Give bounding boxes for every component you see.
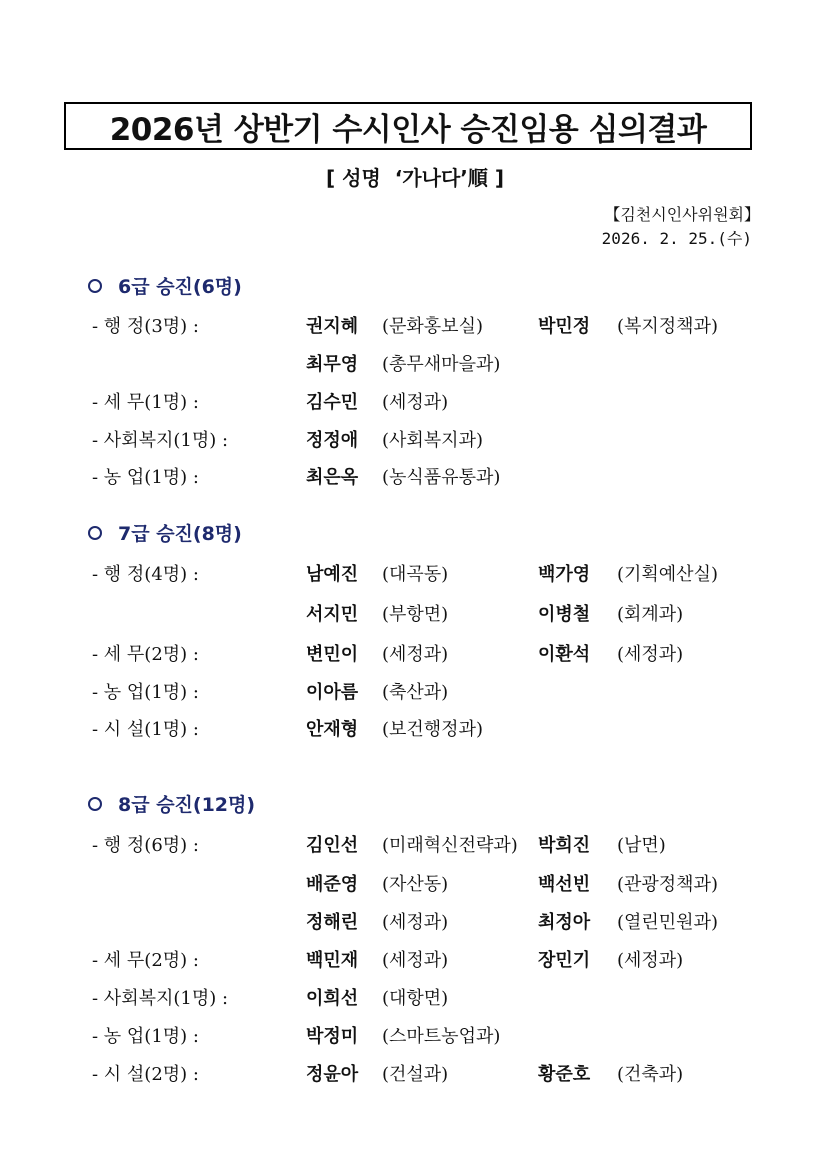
section-heading bbox=[88, 519, 242, 546]
promoted-name: 이환석 bbox=[538, 644, 591, 665]
promoted-name: 이병철 bbox=[538, 604, 591, 625]
promoted-name: 정정애 bbox=[306, 430, 359, 451]
job-category: - 농 업(1명) : bbox=[92, 682, 199, 703]
department: (미래혁신전략과) bbox=[382, 835, 518, 856]
promoted-name: 백선빈 bbox=[538, 874, 591, 895]
department: (세정과) bbox=[617, 950, 684, 971]
promoted-name: 박희진 bbox=[538, 835, 591, 856]
title-box bbox=[64, 102, 752, 150]
promoted-name: 김인선 bbox=[306, 835, 359, 856]
job-category: - 세 무(1명) : bbox=[92, 392, 199, 413]
promoted-name: 최무영 bbox=[306, 354, 359, 375]
department: (대곡동) bbox=[382, 564, 449, 585]
promoted-name: 최정아 bbox=[538, 912, 591, 933]
job-category: - 행 정(4명) : bbox=[92, 564, 199, 585]
circle-bullet-icon bbox=[88, 797, 102, 811]
job-category: - 시 설(1명) : bbox=[92, 719, 199, 740]
job-category: - 행 정(6명) : bbox=[92, 835, 199, 856]
document-title: 2026년 상반기 수시인사 승진임용 심의결과 bbox=[109, 111, 707, 148]
department: (열린민원과) bbox=[617, 912, 718, 933]
promoted-name: 정해린 bbox=[306, 912, 359, 933]
job-category: - 세 무(2명) : bbox=[92, 950, 199, 971]
department: (농식품유통과) bbox=[382, 467, 501, 488]
department: (세정과) bbox=[617, 644, 684, 665]
promoted-name: 박정미 bbox=[306, 1026, 359, 1047]
promoted-name: 안재형 bbox=[306, 719, 359, 740]
promoted-name: 최은옥 bbox=[306, 467, 359, 488]
promoted-name: 백가영 bbox=[538, 564, 591, 585]
job-category: - 사회복지(1명) : bbox=[92, 430, 229, 451]
department: (보건행정과) bbox=[382, 719, 483, 740]
section-heading-text: 7급 승진(8명) bbox=[118, 523, 242, 545]
section-heading bbox=[88, 790, 255, 817]
department: (문화홍보실) bbox=[382, 316, 483, 337]
circle-bullet-icon bbox=[88, 526, 102, 540]
promoted-name: 권지혜 bbox=[306, 316, 359, 337]
department: (건설과) bbox=[382, 1064, 449, 1085]
promoted-name: 서지민 bbox=[306, 604, 359, 625]
department: (스마트농업과) bbox=[382, 1026, 501, 1047]
department: (남면) bbox=[617, 835, 666, 856]
sort-order-note: [ 성명 ‘가나다’順 ] bbox=[326, 166, 504, 190]
promoted-name: 변민이 bbox=[306, 644, 359, 665]
department: (관광정책과) bbox=[617, 874, 718, 895]
job-category: - 농 업(1명) : bbox=[92, 1026, 199, 1047]
department: (회계과) bbox=[617, 604, 684, 625]
circle-bullet-icon bbox=[88, 279, 102, 293]
job-category: - 사회복지(1명) : bbox=[92, 988, 229, 1009]
promoted-name: 김수민 bbox=[306, 392, 359, 413]
organization-label: 【김천시인사위원회】 bbox=[604, 205, 760, 224]
job-category: - 행 정(3명) : bbox=[92, 316, 199, 337]
section-heading-text: 6급 승진(6명) bbox=[118, 276, 242, 298]
department: (축산과) bbox=[382, 682, 449, 703]
section-heading-text: 8급 승진(12명) bbox=[118, 794, 256, 816]
promoted-name: 박민정 bbox=[538, 316, 591, 337]
department: (자산동) bbox=[382, 874, 449, 895]
promoted-name: 장민기 bbox=[538, 950, 591, 971]
promoted-name: 정윤아 bbox=[306, 1064, 359, 1085]
section-heading bbox=[88, 272, 242, 299]
department: (사회복지과) bbox=[382, 430, 483, 451]
department: (세정과) bbox=[382, 392, 449, 413]
promoted-name: 황준호 bbox=[538, 1064, 591, 1085]
job-category: - 세 무(2명) : bbox=[92, 644, 199, 665]
department: (대항면) bbox=[382, 988, 449, 1009]
department: (기획예산실) bbox=[617, 564, 718, 585]
department: (부항면) bbox=[382, 604, 449, 625]
promoted-name: 남예진 bbox=[306, 564, 359, 585]
department: (건축과) bbox=[617, 1064, 684, 1085]
department: (세정과) bbox=[382, 912, 449, 933]
department: (총무새마을과) bbox=[382, 354, 501, 375]
document-date: 2026. 2. 25.(수) bbox=[601, 229, 752, 248]
promoted-name: 이아름 bbox=[306, 682, 359, 703]
department: (복지정책과) bbox=[617, 316, 718, 337]
promoted-name: 배준영 bbox=[306, 874, 359, 895]
department: (세정과) bbox=[382, 644, 449, 665]
job-category: - 농 업(1명) : bbox=[92, 467, 199, 488]
promoted-name: 이희선 bbox=[306, 988, 359, 1009]
department: (세정과) bbox=[382, 950, 449, 971]
promoted-name: 백민재 bbox=[306, 950, 359, 971]
job-category: - 시 설(2명) : bbox=[92, 1064, 199, 1085]
